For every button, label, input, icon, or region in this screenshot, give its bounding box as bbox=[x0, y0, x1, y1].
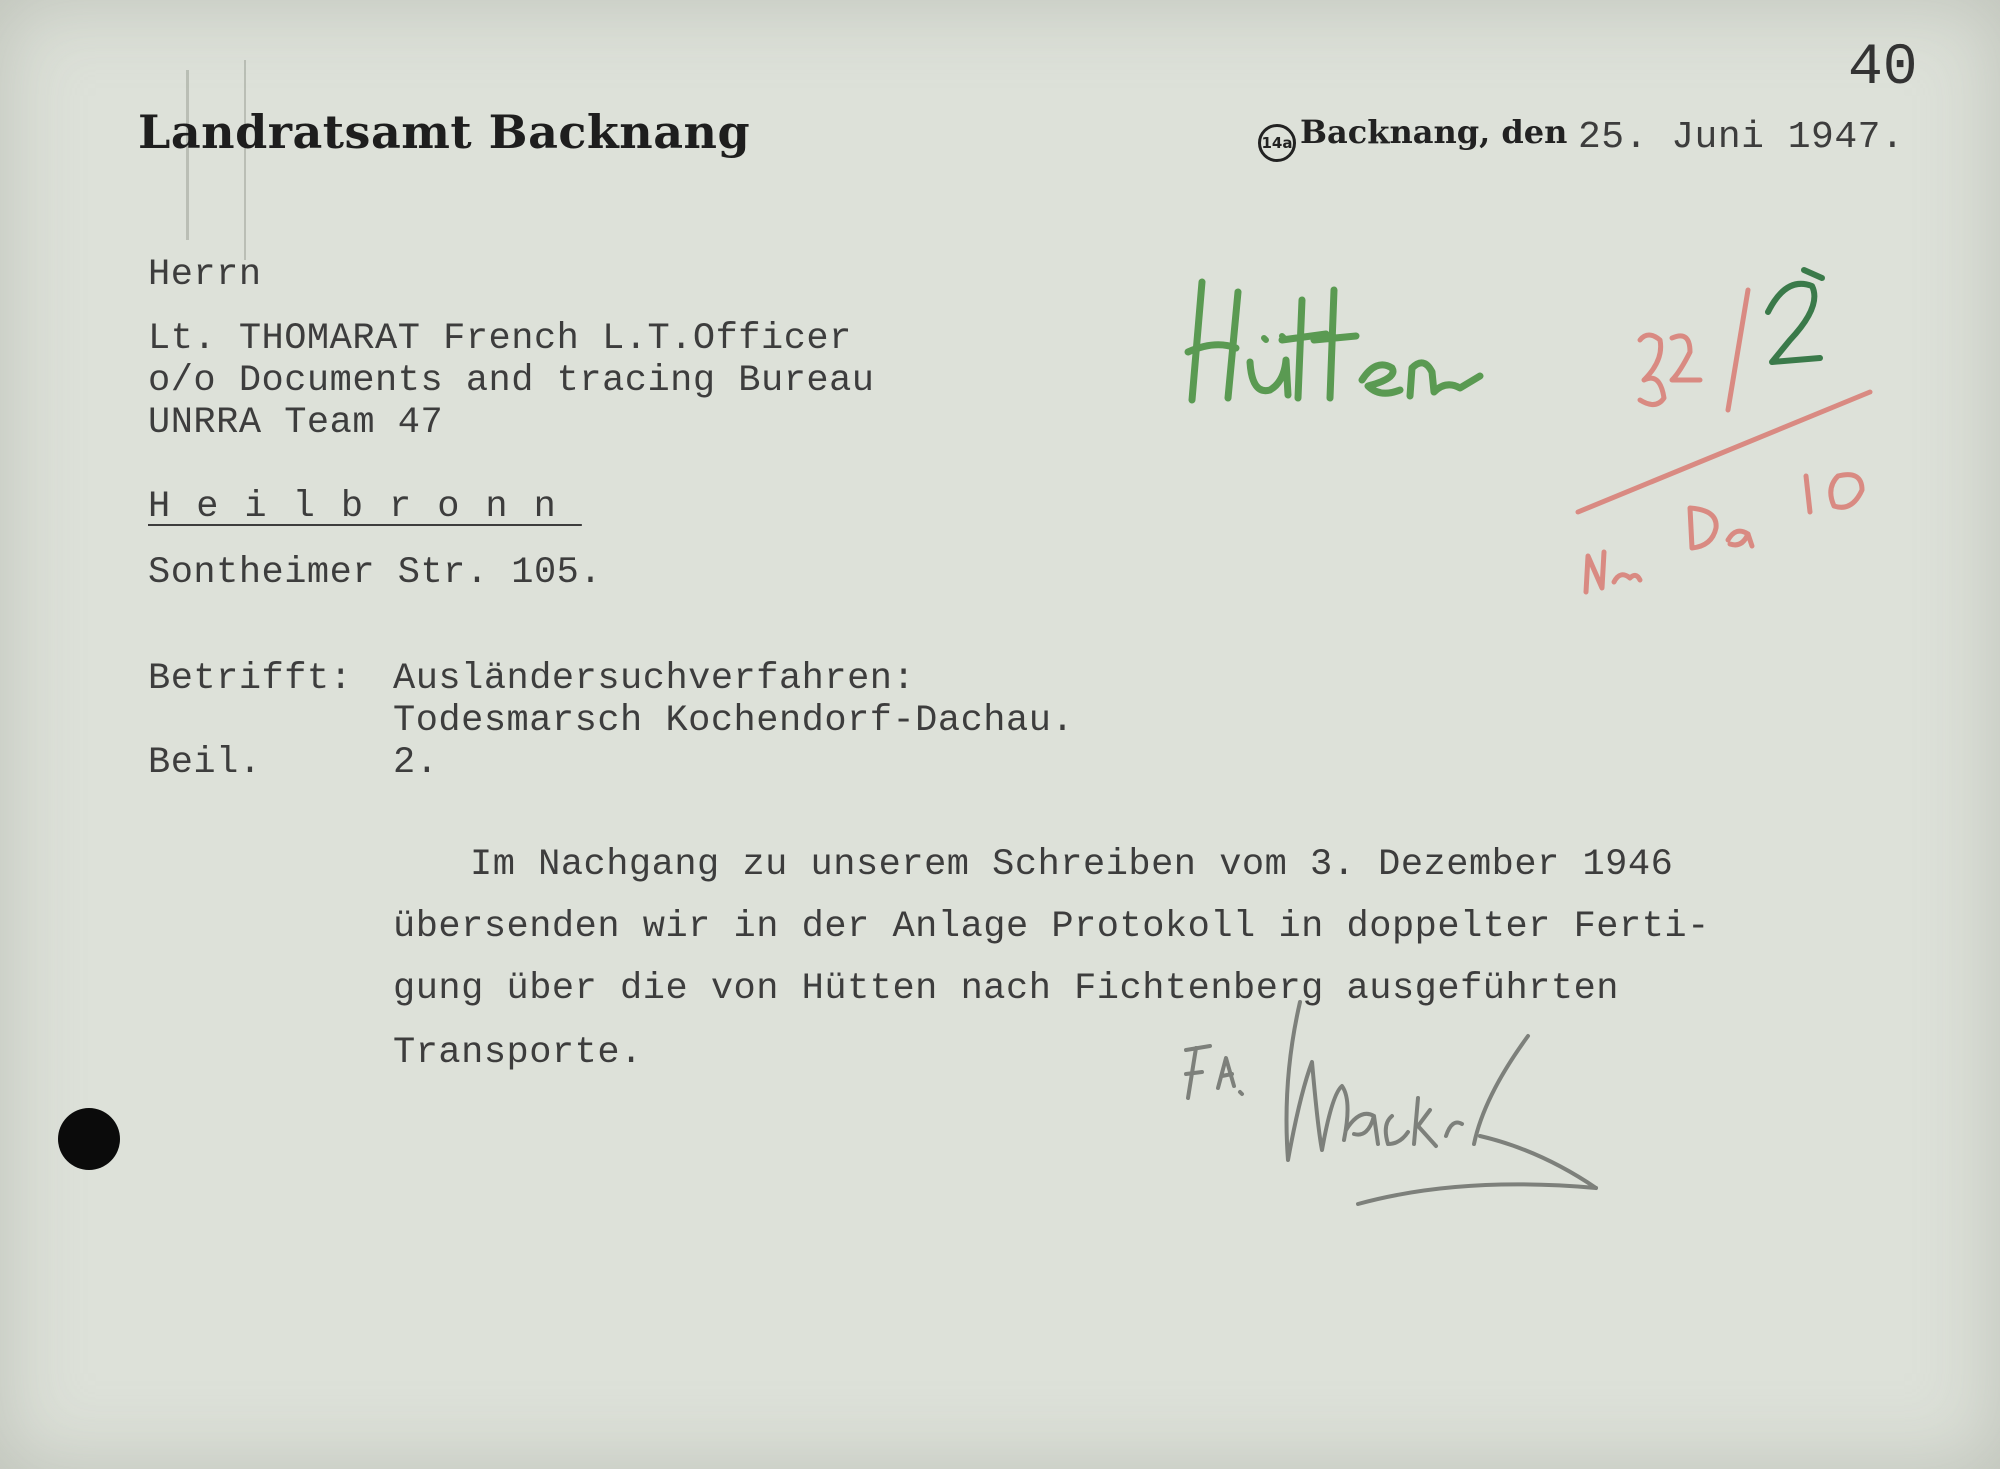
recipient-line-2: o/o Documents and tracing Bureau bbox=[148, 360, 875, 402]
stamp-code: 14a bbox=[1261, 134, 1293, 152]
signature-marker bbox=[1186, 1002, 1596, 1204]
green-handwriting-huetten bbox=[1188, 282, 1480, 400]
recipient-salutation: Herrn bbox=[148, 254, 262, 296]
red-underline-stroke bbox=[1578, 392, 1870, 512]
place-label: Backnang, den bbox=[1300, 113, 1568, 151]
page-number: 40 bbox=[1848, 36, 1918, 101]
letterhead-title: Landratsamt Backnang bbox=[138, 105, 751, 159]
letter-date: 25. Juni 1947. bbox=[1578, 116, 1905, 159]
body-line-3: gung über die von Hütten nach Fichtenberg ausgeführten bbox=[393, 968, 1619, 1010]
red-fraction-23-2 bbox=[1640, 290, 1748, 410]
punch-hole bbox=[58, 1108, 120, 1170]
body-line-2: übersenden wir in der Anlage Protokoll in doppelter Ferti- bbox=[393, 906, 1710, 948]
enclosure-value: 2. bbox=[393, 742, 439, 784]
recipient-line-3: UNRRA Team 47 bbox=[148, 402, 444, 444]
enclosure-label: Beil. bbox=[148, 742, 262, 784]
subject-label: Betrifft: bbox=[148, 658, 353, 700]
subject-line-2: Todesmarsch Kochendorf-Dachau. bbox=[393, 700, 1075, 742]
recipient-city: Heilbronn bbox=[148, 486, 582, 528]
subject-line-1: Ausländersuchverfahren: bbox=[393, 658, 916, 700]
green-numeral-2 bbox=[1768, 270, 1822, 362]
recipient-street: Sontheimer Str. 105. bbox=[148, 552, 603, 594]
recipient-line-1: Lt. THOMARAT French L.T.Officer bbox=[148, 318, 852, 360]
body-line-1: Im Nachgang zu unserem Schreiben vom 3. Dezember 1946 bbox=[470, 844, 1674, 886]
body-line-4: Transporte. bbox=[393, 1032, 643, 1074]
